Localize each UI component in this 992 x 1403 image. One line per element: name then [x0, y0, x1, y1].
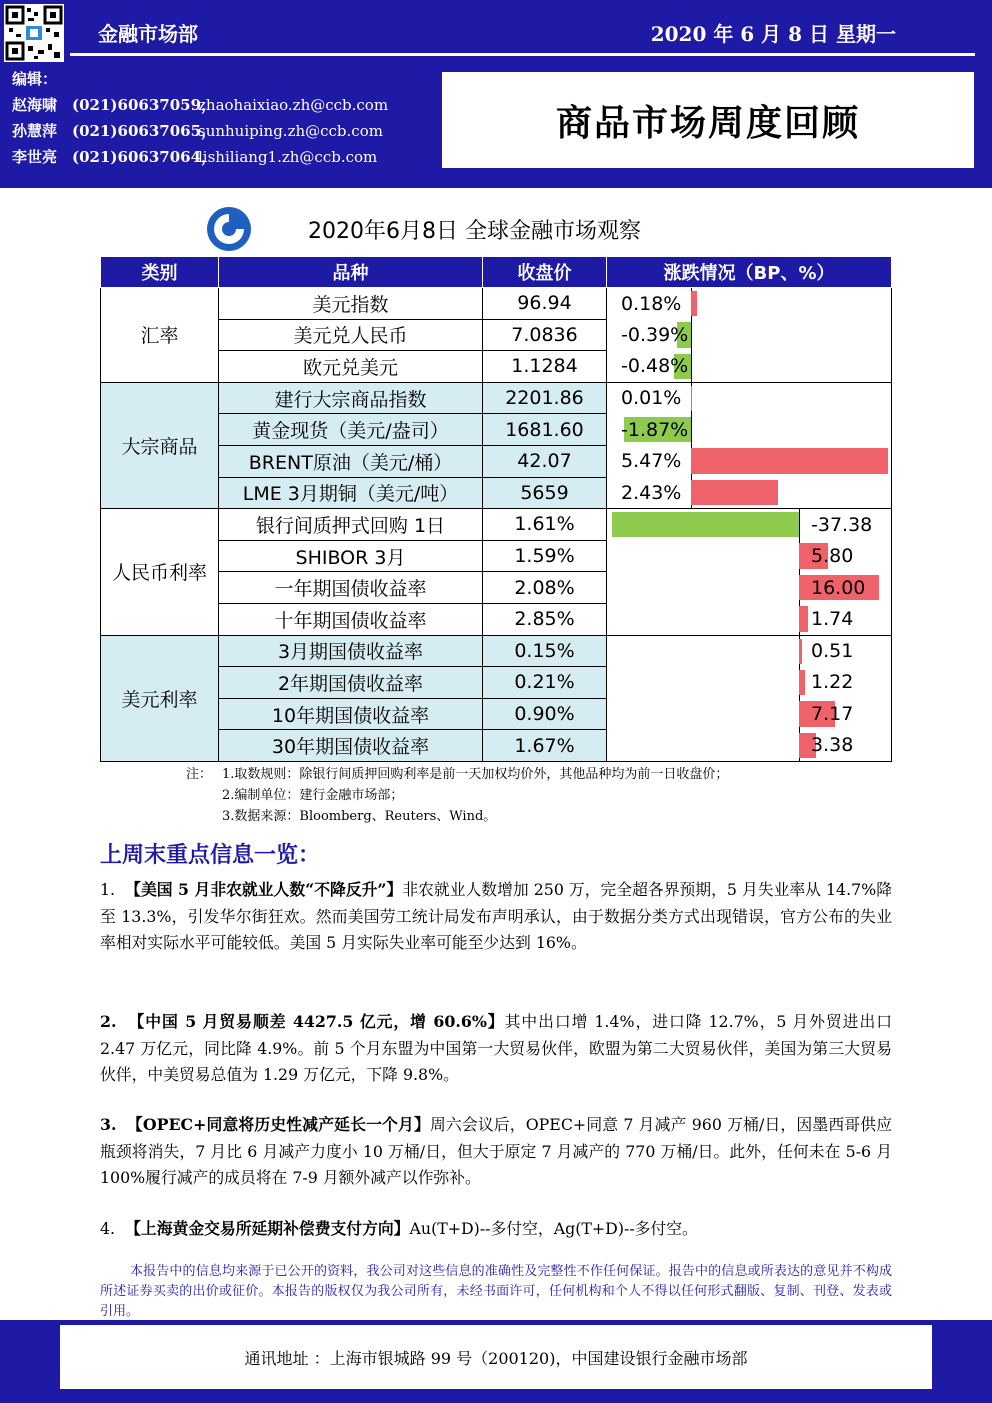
ccb-logo-icon: [205, 206, 253, 252]
table-row: [101, 730, 892, 762]
change-value: 0.18%: [621, 292, 682, 315]
report-header: [0, 0, 992, 188]
instrument-cell: 美元指数: [219, 288, 483, 320]
category-cell: 大宗商品: [101, 382, 219, 508]
table-row: [101, 509, 892, 541]
instrument-cell: 美元兑人民币: [219, 319, 483, 351]
change-value: 16.00: [811, 576, 866, 599]
table-title: 2020年6月8日 全球金融市场观察: [308, 219, 641, 244]
close-price-cell: 2.08%: [483, 572, 607, 604]
editor-row: [12, 92, 388, 118]
news-headline: 【上海黄金交易所延期补偿费支付方向】: [125, 1219, 410, 1238]
positive-change-bar: [691, 291, 697, 316]
close-price-cell: 1.1284: [483, 351, 607, 383]
table-row: [101, 540, 892, 572]
close-price-cell: 1.67%: [483, 730, 607, 762]
news-headline: 【美国 5 月非农就业人数“不降反升”】: [125, 880, 403, 899]
close-price-cell: 2.85%: [483, 603, 607, 635]
instrument-cell: 一年期国债收益率: [219, 572, 483, 604]
change-cell: [607, 319, 892, 351]
close-price-cell: 0.15%: [483, 635, 607, 667]
table-row: [101, 635, 892, 667]
change-cell: [607, 635, 892, 667]
instrument-cell: SHIBOR 3月: [219, 540, 483, 572]
editors-label: 编辑：: [12, 70, 58, 88]
change-cell: [607, 414, 892, 446]
change-value: 0.01%: [621, 387, 682, 410]
editor-row: [12, 118, 388, 144]
change-cell: [607, 572, 892, 604]
news-section-title: 上周末重点信息一览：: [100, 843, 321, 868]
negative-change-bar: [612, 512, 799, 537]
news-body: 周六会议后，OPEC+同意 7 月减产 960 万桶/日，因墨西哥供应瓶颈将消失，7 月比 6 月减产力度小 10 万桶/日，但大于原定 7 月减产的 770 万桶/日。此外，任何未在 5-6 月 100%履行减产的成员将在 7-9 月额外减产以作弥补。: [100, 1115, 892, 1187]
footer-address: 通讯地址 ：上海市银城路 99 号（200120)，中国建设银行金融市场部: [244, 1348, 748, 1368]
qr-code-icon: [4, 4, 64, 62]
table-notes: [186, 764, 728, 827]
news-number: 3.: [100, 1115, 117, 1134]
instrument-cell: 银行间质押式回购 1日: [219, 509, 483, 541]
column-header-change: 涨跌情况（BP、%）: [607, 257, 892, 288]
header-divider: [70, 53, 975, 56]
change-value: 7.17: [811, 703, 854, 726]
zero-axis-line: [691, 351, 692, 382]
change-cell: [607, 540, 892, 572]
zero-axis-line: [691, 414, 692, 446]
table-row: [101, 603, 892, 635]
market-table: [100, 256, 892, 762]
close-price-cell: 1.61%: [483, 509, 607, 541]
news-body: Au(T+D)--多付空，Ag(T+D)--多付空。: [409, 1219, 698, 1238]
change-cell: [607, 509, 892, 541]
note-text: 1.取数规则：除银行间质押回购利率是前一天加权均价外，其他品种均为前一日收盘价；: [222, 767, 729, 782]
change-cell: [607, 730, 892, 762]
table-row: [101, 667, 892, 699]
table-row: [101, 572, 892, 604]
instrument-cell: LME 3月期铜（美元/吨）: [219, 477, 483, 509]
change-cell: [607, 445, 892, 477]
instrument-cell: 10年期国债收益率: [219, 698, 483, 730]
editor-email[interactable]: sunhuiping.zh@ccb.com: [198, 122, 383, 140]
news-item: [100, 1112, 892, 1192]
note-row: [186, 806, 728, 827]
change-cell: [607, 382, 892, 414]
news-headline: 【中国 5 月贸易顺差 4427.5 亿元，增 60.6%】: [128, 1012, 505, 1031]
close-price-cell: 42.07: [483, 445, 607, 477]
close-price-cell: 2201.86: [483, 382, 607, 414]
table-row: [101, 351, 892, 383]
change-value: 2.43%: [621, 481, 682, 504]
change-value: 0.51: [811, 640, 854, 663]
column-header-instrument: 品种: [219, 257, 483, 288]
positive-change-bar: [691, 480, 778, 505]
instrument-cell: 黄金现货（美元/盎司）: [219, 414, 483, 446]
change-cell: [607, 667, 892, 699]
instrument-cell: BRENT原油（美元/桶）: [219, 445, 483, 477]
change-cell: [607, 603, 892, 635]
close-price-cell: 1681.60: [483, 414, 607, 446]
change-cell: [607, 477, 892, 509]
table-header-row: [101, 257, 892, 288]
editor-email[interactable]: zhaohaixiao.zh@ccb.com: [198, 96, 389, 114]
change-value: -0.39%: [621, 323, 689, 346]
change-value: 1.74: [811, 607, 854, 630]
editor-name: 李世亮: [12, 148, 58, 166]
editor-phone: (021)60637059，: [72, 96, 217, 114]
instrument-cell: 十年期国债收益率: [219, 603, 483, 635]
news-item: [100, 1216, 892, 1243]
zero-axis-line: [799, 509, 800, 540]
column-header-category: 类别: [101, 257, 219, 288]
table-row: [101, 288, 892, 320]
close-price-cell: 0.21%: [483, 667, 607, 699]
positive-change-bar: [691, 386, 692, 411]
table-row: [101, 382, 892, 414]
change-cell: [607, 698, 892, 730]
close-price-cell: 5659: [483, 477, 607, 509]
news-headline: 【OPEC+同意将历史性减产延长一个月】: [126, 1115, 430, 1134]
editor-phone: (021)60637065，: [72, 122, 217, 140]
table-row: [101, 445, 892, 477]
disclaimer: 本报告中的信息均来源于已公开的资料，我公司对这些信息的准确性及完整性不作任何保证。报告中的信息或所表达的意见并不构成所述证券买卖的出价或征价。本报告的版权仅为我公司所有，未经书面许可，任何机构和个人不得以任何形式翻版、复制、刊登、发表或引用。: [100, 1264, 892, 1319]
table-row: [101, 319, 892, 351]
editor-row: [12, 144, 388, 170]
change-value: 1.22: [811, 671, 854, 694]
change-value: -0.48%: [621, 355, 689, 378]
zero-axis-line: [691, 319, 692, 351]
change-cell: [607, 288, 892, 320]
change-value: 5.47%: [621, 450, 682, 473]
close-price-cell: 0.90%: [483, 698, 607, 730]
category-cell: 美元利率: [101, 635, 219, 761]
close-price-cell: 1.59%: [483, 540, 607, 572]
instrument-cell: 3月期国债收益率: [219, 635, 483, 667]
change-value: -1.87%: [621, 418, 689, 441]
department-name: 金融市场部: [98, 22, 198, 46]
editor-phone: (021)60637064，: [72, 148, 217, 166]
positive-change-bar: [799, 639, 802, 664]
positive-change-bar: [799, 670, 805, 696]
editor-name: 赵海啸: [12, 96, 58, 114]
instrument-cell: 2年期国债收益率: [219, 667, 483, 699]
change-value: -37.38: [811, 513, 873, 536]
notes-label: 注：: [186, 767, 213, 782]
note-row: [186, 764, 728, 785]
editor-list: [12, 66, 388, 170]
positive-change-bar: [799, 606, 808, 631]
news-number: 1.: [100, 880, 116, 899]
category-cell: 汇率: [101, 288, 219, 383]
close-price-cell: 7.0836: [483, 319, 607, 351]
report-date: 2020 年 6 月 8 日 星期一: [650, 22, 896, 46]
close-price-cell: 96.94: [483, 288, 607, 320]
report-title: 商品市场周度回顾: [555, 102, 860, 144]
column-header-close: 收盘价: [483, 257, 607, 288]
category-cell: 人民币利率: [101, 509, 219, 635]
change-value: 3.38: [811, 734, 854, 757]
editor-name: 孙慧萍: [12, 122, 58, 140]
table-body: [101, 288, 892, 762]
editor-email[interactable]: lishiliang1.zh@ccb.com: [198, 148, 378, 166]
change-cell: [607, 351, 892, 383]
news-number: 4.: [100, 1219, 116, 1238]
positive-change-bar: [691, 448, 888, 474]
news-body: 其中出口增 1.4%，进口降 12.7%，5 月外贸进出口 2.47 万亿元，同比降 4.9%。前 5 个月东盟为中国第一大贸易伙伴，欧盟为第二大贸易伙伴，美国为第三大贸易伙伴，中美贸易总值为 1.29 万亿元，下降 9.8%。: [100, 1012, 892, 1084]
note-text: 3.数据来源：Bloomberg、Reuters、Wind。: [222, 809, 497, 824]
news-body: 非农就业人数增加 250 万，完全超各界预期，5 月失业率从 14.7%降至 13.3%，引发华尔街狂欢。然而美国劳工统计局发布声明承认，由于数据分类方式出现错误，官方公布的失业率相对实际水平可能较低。美国 5 月实际失业率可能至少达到 16%。: [100, 880, 892, 952]
instrument-cell: 建行大宗商品指数: [219, 382, 483, 414]
instrument-cell: 欧元兑美元: [219, 351, 483, 383]
news-item: [100, 877, 892, 957]
news-number: 2.: [100, 1012, 117, 1031]
instrument-cell: 30年期国债收益率: [219, 730, 483, 762]
report-title-box: [442, 72, 974, 168]
table-row: [101, 698, 892, 730]
table-row: [101, 477, 892, 509]
note-row: [186, 785, 728, 806]
table-row: [101, 414, 892, 446]
footer-address-box: [60, 1325, 932, 1389]
news-item: [100, 1009, 892, 1089]
change-value: 5.80: [811, 545, 854, 568]
note-text: 2.编制单位：建行金融市场部；: [222, 788, 404, 803]
